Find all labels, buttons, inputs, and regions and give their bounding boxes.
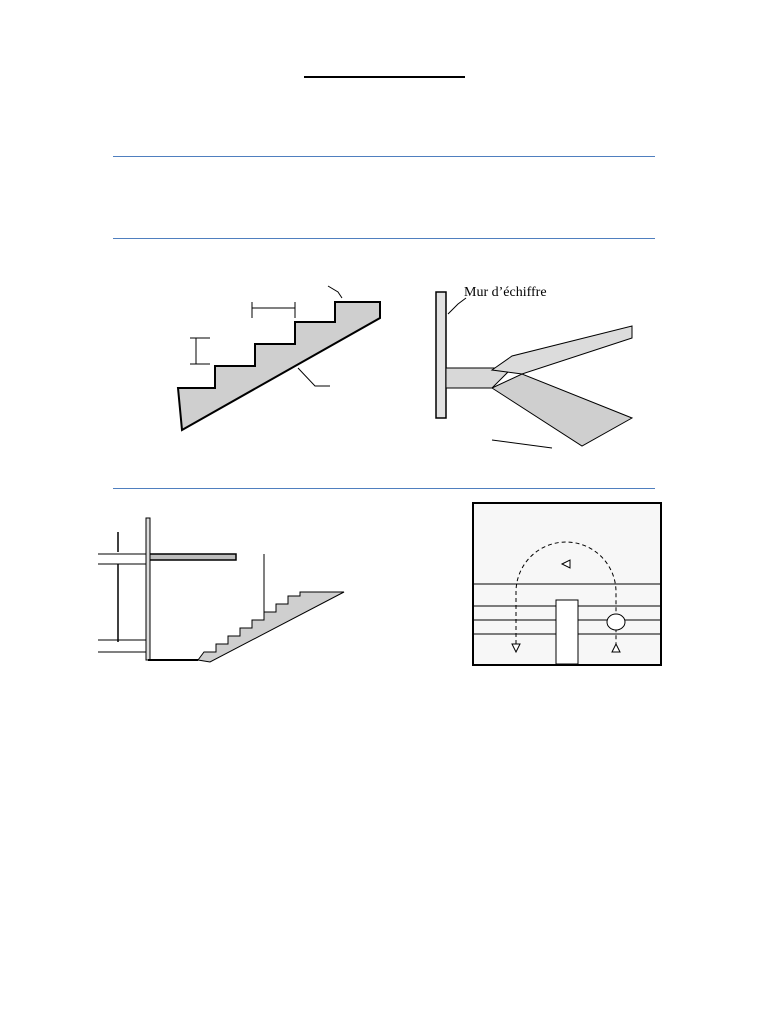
title-underline (304, 76, 465, 78)
slab-leader (298, 368, 330, 386)
section-rule-3 (113, 488, 655, 489)
echiffre-stair-figure (432, 278, 656, 452)
stair-section-figure (98, 512, 348, 664)
person-figure (607, 614, 625, 630)
floor-slab (148, 554, 236, 560)
stair-slab (178, 302, 380, 430)
upper-flight (492, 326, 632, 374)
echiffre-label: Mur d’échiffre (464, 285, 547, 300)
echiffre-wall (436, 292, 446, 418)
stair-elevation-drawing (170, 278, 390, 438)
lower-flight (492, 374, 632, 446)
stair-plan-drawing (470, 500, 664, 668)
section-rule-2 (113, 238, 655, 239)
stair-section-drawing (98, 512, 348, 664)
stair-plan-figure (470, 500, 664, 668)
nosing-leader (328, 286, 342, 298)
stair-well (556, 600, 578, 664)
label-leader (448, 298, 466, 314)
echiffre-stair-drawing (432, 278, 656, 452)
stair-elevation-figure (170, 278, 390, 438)
section-rule-1 (113, 156, 655, 157)
stair-flight (198, 592, 344, 662)
